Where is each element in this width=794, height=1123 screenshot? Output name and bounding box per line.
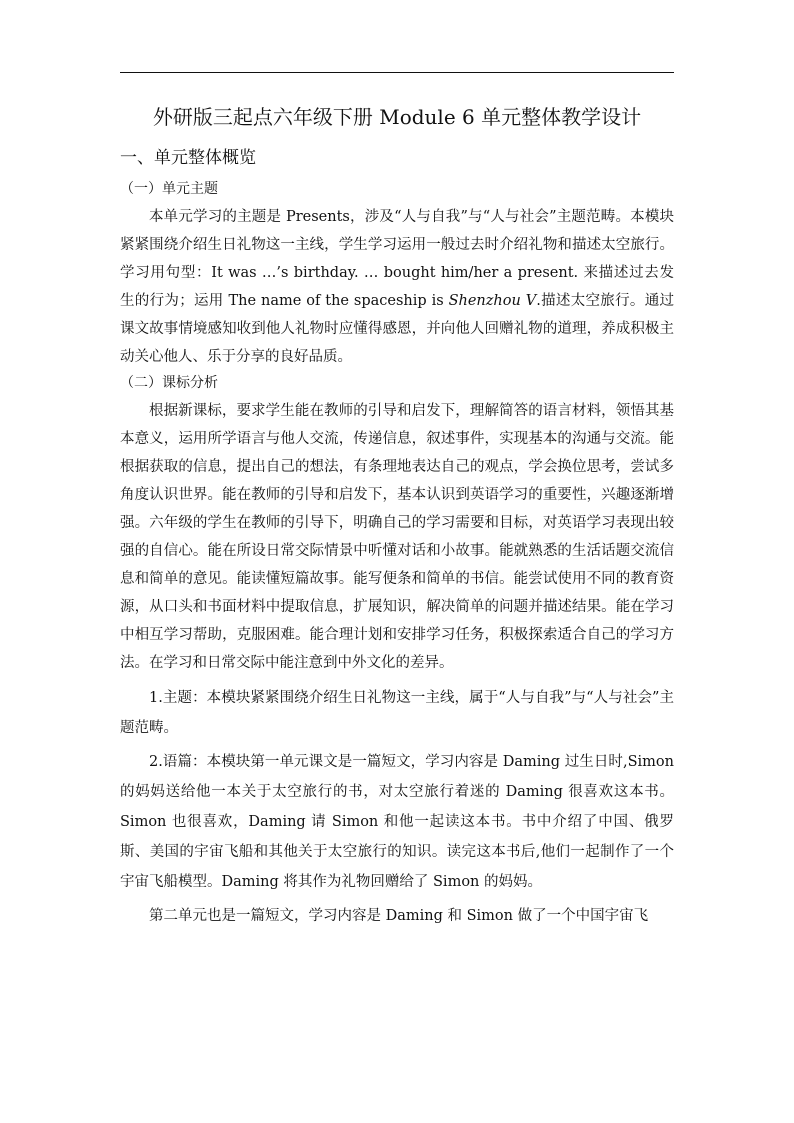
- paragraph-curriculum-analysis: 根据新课标，要求学生能在教师的引导和启发下，理解简答的语言材料，领悟其基本意义，运用所学语言与他人交流，传递信息，叙述事件，实现基本的沟通与交流。能根据获取的信息，提出自己的想法，有条理地表达自己的观点，学会换位思考，尝试多角度认识世界。能在教师的引导和启发下，基本认识到英语学习的重要性，兴趣逐渐增强。六年级的学生在教师的引导下，明确自己的学习需要和目标，对英语学习表现出较强的自信心。能在所设日常交际情景中听懂对话和小故事。能就熟悉的生活话题交流信息和简单的意见。能读懂短篇故事。能写便条和简单的书信。能尝试使用不同的教育资源，从口头和书面材料中提取信息，扩展知识，解决简单的问题并描述结果。能在学习中相互学习帮助，克服困难。能合理计划和安排学习任务，积极探索适合自己的学习方法。在学习和日常交际中能注意到中外文化的差异。: [120, 403, 674, 671]
- header-rule: [120, 72, 674, 73]
- paragraph-text: .描述太空旅行。通过课文故事情境感知收到他人礼物时应懂得感恩，并向他人回赠礼物的道理，养成积极主动关心他人、乐于分享的良好品质。: [120, 293, 674, 365]
- paragraph-text: 本单元学习的主题是 Presents，涉及“人与自我”与“人与社会”主题范畴。本模块紧紧围绕介绍生日礼物这一主线，学生学习运用一般过去时介绍礼物和描述太空旅行。学习用句型：It was …’s birthday. … bought him/her a present. 来描述过去发生的行为；运用 The name of the spaceship is: [120, 209, 674, 309]
- section-heading-overview: 一、单元整体概览: [120, 148, 256, 168]
- paragraph-point-theme: 1.主题：本模块紧紧围绕介绍生日礼物这一主线，属于“人与自我”与“人与社会”主题范畴。: [120, 690, 674, 736]
- document-body: [120, 102, 674, 935]
- spaceship-name: Shenzhou V: [448, 293, 537, 309]
- paragraph-unit-two: 第二单元也是一篇短文，学习内容是 Daming 和 Simon 做了一个中国宇宙飞: [149, 908, 649, 924]
- paragraph-point-discourse: 2.语篇：本模块第一单元课文是一篇短文，学习内容是 Daming 过生日时,Simon 的妈妈送给他一本关于太空旅行的书，对太空旅行着迷的 Daming 很喜欢这本书。Simon 也很喜欢，Daming 请 Simon 和他一起读这本书。书中介绍了中国、俄罗斯、美国的宇宙飞船和其他关于太空旅行的知识。读完这本书后,他们一起制作了一个宇宙飞船模型。Daming 将其作为礼物回赠给了 Simon 的妈妈。: [120, 754, 674, 890]
- subsection-heading-theme: （一）单元主题: [120, 181, 218, 197]
- subsection-heading-curriculum: （二）课标分析: [120, 375, 218, 391]
- document-title: 外研版三起点六年级下册 Module 6 单元整体教学设计: [152, 105, 642, 129]
- paragraph-unit-theme: [120, 203, 674, 371]
